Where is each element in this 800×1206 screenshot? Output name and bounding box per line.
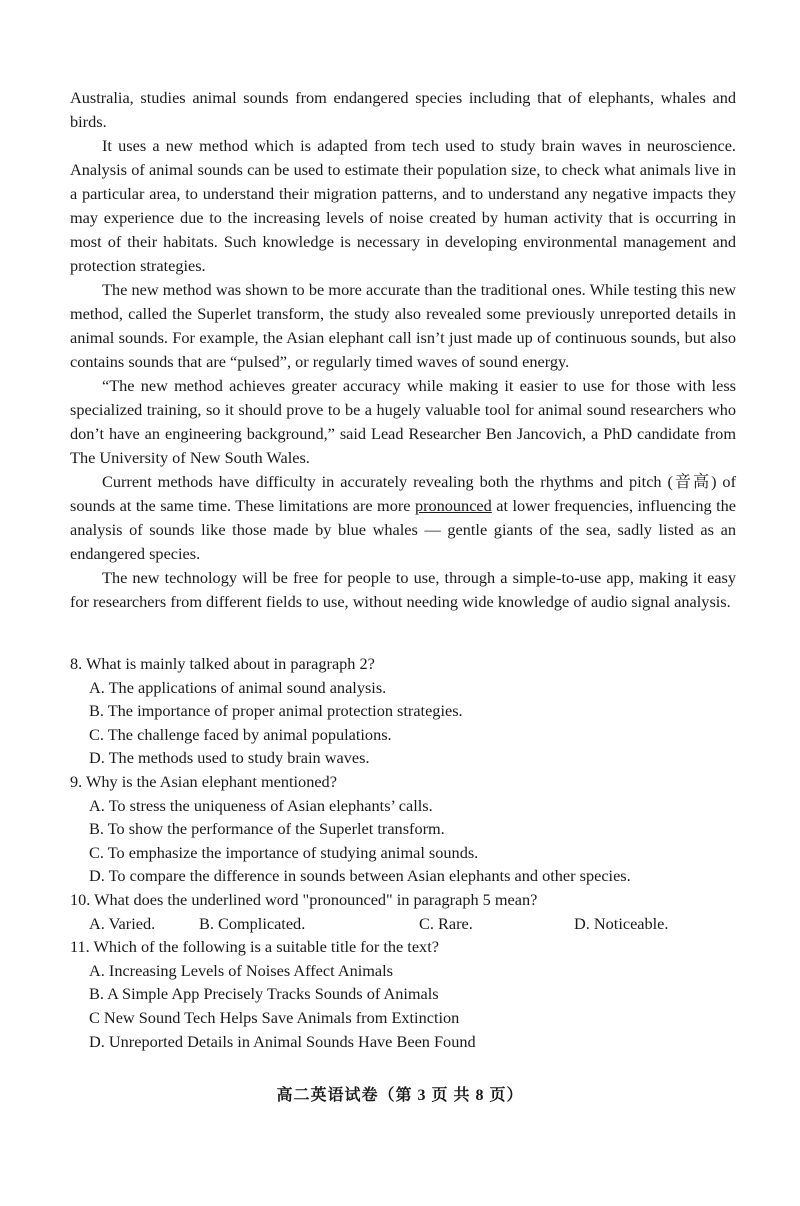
paragraph-4: “The new method achieves greater accuracy while making it easier to use for those with less specialized training, so it should prove to be a hugely valuable tool for animal sound researchers who don’t have an engineering background,” said Lead Researcher Ben Jancovich, a PhD candidate from The University of New South Wales.: [70, 376, 736, 467]
paragraph-1: Australia, studies animal sounds from endangered species including that of elephants, whales and birds.: [70, 88, 736, 131]
option-c: C. Rare.: [419, 913, 473, 933]
option-d: D. Noticeable.: [574, 913, 669, 933]
paragraph-5: [70, 470, 736, 566]
question-11: [70, 935, 750, 1053]
questions: [70, 652, 750, 1053]
question-stem: 11. Which of the following is a suitable title for the text?: [70, 937, 439, 957]
question-9: [70, 770, 750, 888]
option-a: A. To stress the uniqueness of Asian elephants’ calls.: [89, 795, 433, 815]
option-c: C. The challenge faced by animal populations.: [89, 724, 392, 744]
question-stem: 8. What is mainly talked about in paragraph 2?: [70, 654, 375, 673]
paragraph-5-part-b: at lower frequencies, influencing the analysis of sounds like those made by blue whales — gentle giants of the sea, sadly listed as an endangered species.: [70, 496, 736, 563]
reading-passage: [70, 86, 736, 614]
question-8: [70, 652, 750, 770]
paragraph-2: It uses a new method which is adapted from tech used to study brain waves in neuroscience. Analysis of animal sounds can be used to estimate their population size, to check what animals live in a particular area, to understand their migration patterns, and to understand any negative impacts they may experience due to the increasing levels of noise created by human activity that is occurring in most of their habitats. Such knowledge is necessary in developing environmental management and protection strategies.: [70, 136, 736, 275]
option-a: A. The applications of animal sound analysis.: [89, 677, 387, 697]
option-b: B. The importance of proper animal protection strategies.: [89, 701, 463, 721]
question-stem: 9. Why is the Asian elephant mentioned?: [70, 771, 337, 791]
option-b: B. To show the performance of the Superlet transform.: [89, 819, 445, 839]
paragraph-5-part-a: Current methods have difficulty in accurately revealing both the rhythms and pitch (音高) of sounds at the same time. These limitations are more: [70, 472, 736, 515]
option-d: D. Unreported Details in Animal Sounds Have Been Found: [89, 1031, 476, 1051]
question-stem: 10. What does the underlined word "pronounced" in paragraph 5 mean?: [70, 889, 538, 909]
option-a: A. Increasing Levels of Noises Affect Animals: [89, 960, 393, 980]
underlined-word: pronounced: [414, 496, 492, 515]
option-a: A. Varied.: [89, 913, 156, 933]
option-d: D. The methods used to study brain waves.: [89, 748, 370, 768]
option-c: C. To emphasize the importance of studying animal sounds.: [89, 842, 479, 862]
option-b: B. A Simple App Precisely Tracks Sounds of Animals: [89, 984, 439, 1004]
option-d: D. To compare the difference in sounds between Asian elephants and other species.: [89, 866, 631, 886]
question-10: [70, 888, 750, 935]
page-footer: 高二英语试卷（第 3 页 共 8 页）: [276, 1087, 524, 1104]
paragraph-6: The new technology will be free for people to use, through a simple-to-use app, making it easy for researchers from different fields to use, without needing wide knowledge of audio signal analysis.: [70, 568, 736, 611]
paragraph-3: The new method was shown to be more accurate than the traditional ones. While testing this new method, called the Superlet transform, the study also revealed some previously unreported details in animal sounds. For example, the Asian elephant call isn’t just made up of continuous sounds, but also contains sounds that are “pulsed”, or regularly timed waves of sound energy.: [70, 280, 736, 371]
options-row: [89, 912, 750, 936]
option-c: C New Sound Tech Helps Save Animals from Extinction: [89, 1007, 460, 1027]
option-b: B. Complicated.: [199, 913, 306, 933]
